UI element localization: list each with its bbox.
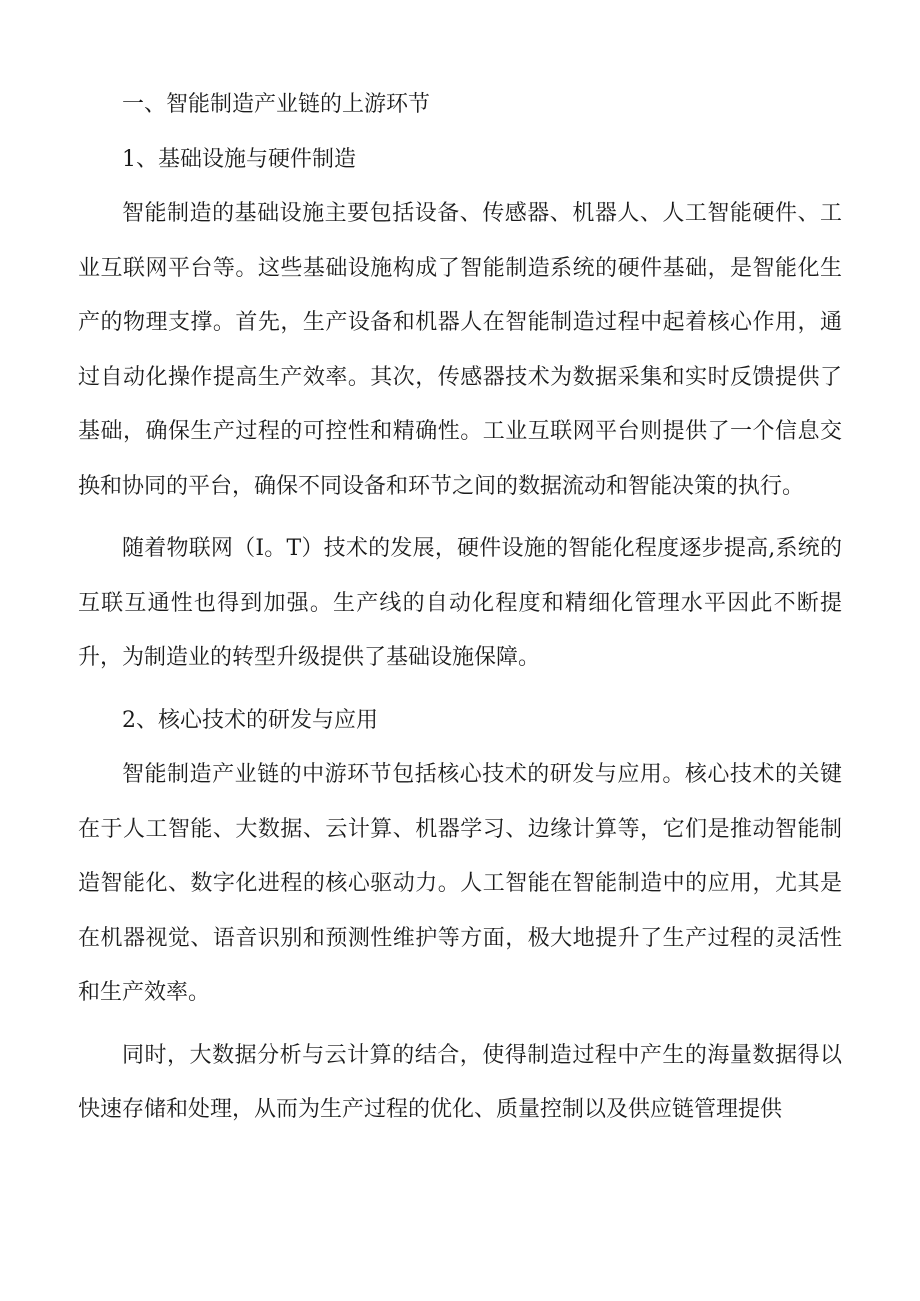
paragraph-spacer	[78, 686, 842, 694]
subsection-1-heading: 1、基础设施与硬件制造	[122, 146, 356, 172]
paragraph-big-data: 同时，大数据分析与云计算的结合，使得制造过程中产生的海量数据得以快速存储和处理，从而为生产过程的优化、质量控制以及供应链管理提供	[78, 1042, 842, 1122]
paragraph-core-tech: 智能制造产业链的中游环节包括核心技术的研发与应用。核心技术的关键在于人工智能、大数据、云计算、机器学习、边缘计算等，它们是推动智能制造智能化、数字化进程的核心驱动力。人工智能在智能制造中的应用，尤其是在机器视觉、语音识别和预测性维护等方面，极大地提升了生产过程的灵活性和生产效率。	[78, 762, 842, 1005]
subsection-2-heading: 2、核心技术的研发与应用	[122, 707, 378, 733]
paragraph-iot: 随着物联网（I。T）技术的发展，硬件设施的智能化程度逐步提高,系统的互联互通性也得到加强。生产线的自动化程度和精细化管理水平因此不断提升，为制造业的转型升级提供了基础设施保障。	[78, 536, 842, 670]
document-body	[78, 78, 842, 1138]
paragraph-spacer	[78, 1021, 842, 1029]
paragraph-spacer	[78, 514, 842, 522]
section-heading: 一、智能制造产业链的上游环节	[122, 92, 431, 117]
paragraph-infrastructure: 智能制造的基础设施主要包括设备、传感器、机器人、人工智能硬件、工业互联网平台等。这些基础设施构成了智能制造系统的硬件基础，是智能化生产的物理支撑。首先，生产设备和机器人在智能制造过程中起着核心作用，通过自动化操作提高生产效率。其次，传感器技术为数据采集和实时反馈提供了基础，确保生产过程的可控性和精确性。工业互联网平台则提供了一个信息交换和协同的平台，确保不同设备和环节之间的数据流动和智能决策的执行。	[78, 201, 842, 499]
